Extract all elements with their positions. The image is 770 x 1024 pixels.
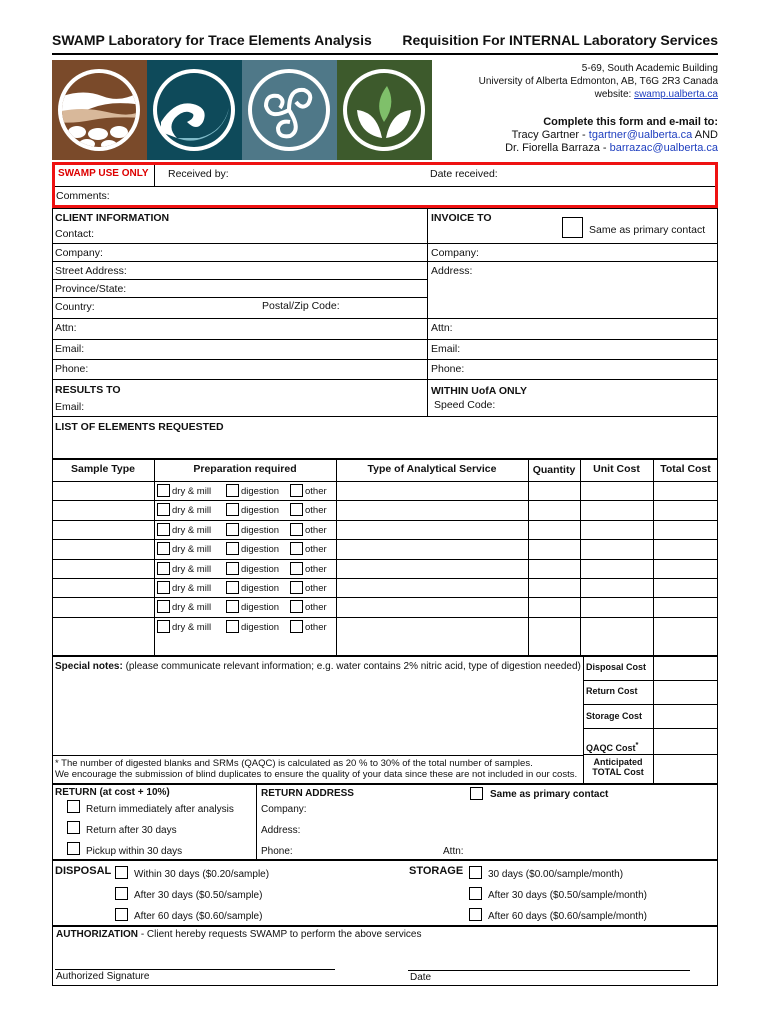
col-quantity: Quantity: [532, 464, 576, 476]
invoice-phone-label: Phone:: [431, 363, 465, 375]
return-option-label: Return immediately after analysis: [86, 804, 234, 815]
anticipated-total-label: Anticipated TOTAL Cost: [592, 757, 644, 777]
prep-option-label: dry & mill: [172, 486, 212, 497]
prep-checkbox-dry---mill[interactable]: [157, 581, 170, 594]
prep-checkbox-dry---mill[interactable]: [157, 562, 170, 575]
comments-label: Comments:: [56, 190, 110, 202]
prep-option-label: other: [305, 622, 327, 633]
province-label: Province/State:: [55, 283, 127, 295]
storage-cost-label: Storage Cost: [586, 711, 643, 721]
date-line[interactable]: [408, 970, 690, 971]
return-same-label: Same as primary contact: [490, 789, 609, 800]
logo-tile-water: [147, 60, 242, 160]
disposal-option-checkbox[interactable]: [115, 866, 128, 879]
contact2-email-link[interactable]: barrazac@ualberta.ca: [609, 142, 718, 154]
invoice-email-label: Email:: [431, 343, 461, 355]
qaqc-footnote: * The number of digested blanks and SRMs (QAQC) is calculated as 20 % to 30% of the total number of samples. We encourage the submission of blind duplicates to ensure the quality of your data since these are not included in our costs.: [55, 758, 578, 780]
return-option-checkbox[interactable]: [67, 821, 80, 834]
date-received-label: Date received:: [430, 168, 498, 180]
received-by-label: Received by:: [168, 168, 229, 180]
prep-checkbox-other[interactable]: [290, 542, 303, 555]
company-label: Company:: [55, 247, 103, 259]
contact1-email-link[interactable]: tgartner@ualberta.ca: [588, 129, 693, 141]
storage-option-checkbox[interactable]: [469, 908, 482, 921]
lab-address: 5-69, South Academic Building University of Alberta Edmonton, AB, T6G 2R3 Canada website: swamp.ualberta.ca: [478, 63, 718, 100]
prep-checkbox-other[interactable]: [290, 523, 303, 536]
return-same-checkbox[interactable]: [470, 787, 483, 800]
special-notes: Special notes: (please communicate relevant information; e.g. water contains 2% nitric acid, type of digestion needed): [55, 661, 581, 672]
prep-checkbox-digestion[interactable]: [226, 581, 239, 594]
return-option-label: Pickup within 30 days: [86, 846, 183, 857]
table-row: [52, 597, 718, 616]
prep-option-label: other: [305, 602, 327, 613]
return-address-title: RETURN ADDRESS: [261, 788, 354, 799]
prep-option-label: digestion: [241, 525, 280, 536]
invoice-same-label: Same as primary contact: [589, 224, 706, 236]
prep-option-label: other: [305, 544, 327, 555]
return-cost-label: Return Cost: [586, 686, 638, 696]
wave-icon: [147, 60, 242, 160]
disposal-option-checkbox[interactable]: [115, 908, 128, 921]
prep-option-label: other: [305, 564, 327, 575]
email-label: Email:: [55, 343, 85, 355]
storage-option-label: After 30 days ($0.50/sample/month): [488, 890, 647, 901]
return-title: RETURN (at cost + 10%): [55, 787, 170, 798]
prep-option-label: dry & mill: [172, 505, 212, 516]
lab-title: SWAMP Laboratory for Trace Elements Analysis: [52, 32, 372, 48]
col-analytical-service: Type of Analytical Service: [367, 463, 497, 475]
prep-checkbox-other[interactable]: [290, 484, 303, 497]
prep-option-label: dry & mill: [172, 544, 212, 555]
logo-tile-soil: [52, 60, 147, 160]
email-instructions: Complete this form and e-mail to: Tracy Gartner - tgartner@ualberta.ca AND Dr. Fiorella Barraza - barrazac@ualberta.ca: [505, 116, 718, 154]
disposal-option-label: Within 30 days ($0.20/sample): [134, 869, 270, 880]
prep-option-label: dry & mill: [172, 602, 212, 613]
return-option-label: Return after 30 days: [86, 825, 177, 836]
prep-option-label: dry & mill: [172, 525, 212, 536]
prep-checkbox-dry---mill[interactable]: [157, 523, 170, 536]
prep-checkbox-digestion[interactable]: [226, 484, 239, 497]
prep-checkbox-other[interactable]: [290, 620, 303, 633]
prep-option-label: digestion: [241, 602, 280, 613]
contact-label: Contact:: [55, 228, 95, 240]
table-row: [52, 617, 718, 636]
qaqc-cost-label: QAQC Cost*: [586, 740, 639, 753]
disposal-title: DISPOSAL: [55, 865, 112, 877]
logo-tile-air: [242, 60, 337, 160]
prep-option-label: digestion: [241, 505, 280, 516]
prep-option-label: dry & mill: [172, 583, 212, 594]
prep-option-label: digestion: [241, 486, 280, 497]
uofa-only-title: WITHIN UofA ONLY: [431, 385, 528, 397]
attn-label: Attn:: [55, 322, 77, 334]
col-total-cost: Total Cost: [660, 463, 711, 475]
speed-code-label: Speed Code:: [434, 399, 496, 411]
elements-title: LIST OF ELEMENTS REQUESTED: [55, 421, 224, 433]
phone-label: Phone:: [55, 363, 89, 375]
signature-line[interactable]: [55, 969, 335, 970]
prep-checkbox-other[interactable]: [290, 503, 303, 516]
date-label: Date: [410, 972, 432, 983]
swamp-use-only-box: [52, 162, 718, 208]
disposal-option-label: After 60 days ($0.60/sample): [134, 911, 263, 922]
storage-option-checkbox[interactable]: [469, 866, 482, 879]
prep-option-label: digestion: [241, 544, 280, 555]
prep-checkbox-digestion[interactable]: [226, 562, 239, 575]
prep-checkbox-digestion[interactable]: [226, 620, 239, 633]
results-email-label: Email:: [55, 401, 85, 413]
prep-option-label: dry & mill: [172, 564, 212, 575]
results-to-title: RESULTS TO: [55, 384, 121, 396]
signature-label: Authorized Signature: [56, 971, 150, 982]
disposal-cost-label: Disposal Cost: [586, 662, 647, 672]
return-company-label: Company:: [261, 804, 307, 815]
prep-option-label: dry & mill: [172, 622, 212, 633]
prep-checkbox-digestion[interactable]: [226, 542, 239, 555]
prep-checkbox-other[interactable]: [290, 581, 303, 594]
street-label: Street Address:: [55, 265, 127, 277]
triskele-icon: [242, 60, 337, 160]
table-row: [52, 559, 718, 578]
logo-tile-plant: [337, 60, 432, 160]
table-row: [52, 520, 718, 539]
prep-checkbox-digestion[interactable]: [226, 523, 239, 536]
prep-checkbox-other[interactable]: [290, 562, 303, 575]
prep-checkbox-dry---mill[interactable]: [157, 542, 170, 555]
return-phone-label: Phone:: [261, 846, 293, 857]
requisition-title: Requisition For INTERNAL Laboratory Services: [402, 32, 718, 48]
disposal-option-label: After 30 days ($0.50/sample): [134, 890, 263, 901]
prep-checkbox-dry---mill[interactable]: [157, 600, 170, 613]
prep-option-label: digestion: [241, 622, 280, 633]
storage-option-label: 30 days ($0.00/sample/month): [488, 869, 624, 880]
storage-option-checkbox[interactable]: [469, 887, 482, 900]
prep-option-label: digestion: [241, 564, 280, 575]
prep-checkbox-digestion[interactable]: [226, 503, 239, 516]
table-row: [52, 578, 718, 597]
return-option-checkbox[interactable]: [67, 800, 80, 813]
prep-option-label: other: [305, 505, 327, 516]
table-row: [52, 500, 718, 519]
invoice-company-label: Company:: [431, 247, 479, 259]
postal-label: Postal/Zip Code:: [262, 300, 340, 312]
return-address-label: Address:: [261, 825, 301, 836]
client-info-title: CLIENT INFORMATION: [55, 212, 170, 224]
soil-icon: [52, 60, 147, 160]
swamp-use-label: SWAMP USE ONLY: [58, 168, 149, 179]
prep-checkbox-dry---mill[interactable]: [157, 620, 170, 633]
prep-option-label: other: [305, 583, 327, 594]
prep-option-label: digestion: [241, 583, 280, 594]
invoice-attn-label: Attn:: [431, 322, 453, 334]
return-option-checkbox[interactable]: [67, 842, 80, 855]
prep-option-label: other: [305, 486, 327, 497]
prep-checkbox-dry---mill[interactable]: [157, 503, 170, 516]
country-label: Country:: [55, 301, 95, 313]
invoice-address-label: Address:: [431, 265, 473, 277]
table-row: [52, 481, 718, 500]
storage-title: STORAGE: [409, 865, 464, 877]
col-sample-type: Sample Type: [71, 463, 135, 475]
col-preparation: Preparation required: [193, 463, 297, 475]
return-attn-label: Attn:: [443, 846, 464, 857]
prep-checkbox-digestion[interactable]: [226, 600, 239, 613]
invoice-same-checkbox[interactable]: [562, 217, 583, 238]
prep-option-label: other: [305, 525, 327, 536]
invoice-title: INVOICE TO: [431, 212, 492, 224]
prep-checkbox-dry---mill[interactable]: [157, 484, 170, 497]
leaf-icon: [337, 60, 432, 160]
storage-option-label: After 60 days ($0.60/sample/month): [488, 911, 647, 922]
website-link[interactable]: swamp.ualberta.ca: [634, 89, 718, 100]
disposal-option-checkbox[interactable]: [115, 887, 128, 900]
header-rule: [52, 53, 718, 55]
prep-checkbox-other[interactable]: [290, 600, 303, 613]
col-unit-cost: Unit Cost: [593, 463, 640, 475]
table-row: [52, 539, 718, 558]
authorization-text: AUTHORIZATION - Client hereby requests SWAMP to perform the above services: [56, 929, 422, 940]
